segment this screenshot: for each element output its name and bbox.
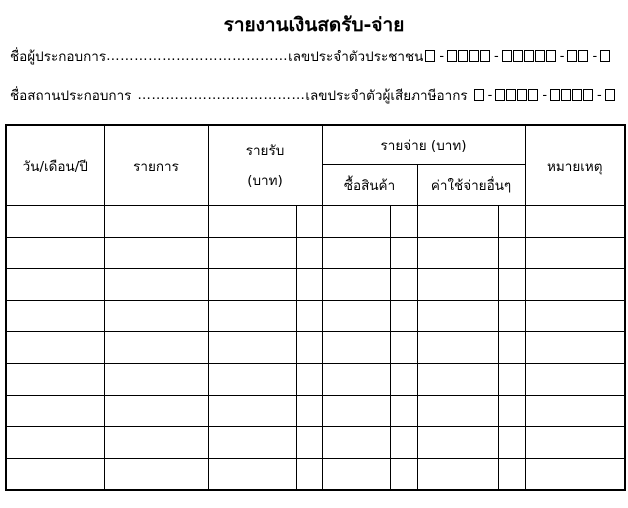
item-cell[interactable]: [104, 363, 208, 395]
income-baht-cell[interactable]: [208, 300, 296, 332]
header-income-label: รายรับ: [245, 142, 285, 159]
id-digit-box[interactable]: [550, 89, 560, 101]
citizen-id-boxes[interactable]: [425, 49, 611, 64]
income-satang-cell[interactable]: [296, 363, 322, 395]
table-row: [6, 269, 625, 301]
id-digit-box[interactable]: [502, 50, 512, 62]
other-baht-cell[interactable]: [417, 206, 498, 238]
note-cell[interactable]: [525, 269, 625, 301]
income-satang-cell[interactable]: [296, 458, 322, 490]
tax-id-boxes[interactable]: [474, 88, 616, 103]
purchase-baht-cell[interactable]: [322, 269, 390, 301]
income-baht-cell[interactable]: [208, 269, 296, 301]
header-date: วัน/เดือน/ปี: [6, 125, 104, 206]
item-cell[interactable]: [104, 237, 208, 269]
id-digit-box[interactable]: [578, 50, 588, 62]
table-row: [6, 332, 625, 364]
other-baht-cell[interactable]: [417, 332, 498, 364]
id-separator: -: [494, 48, 499, 64]
table-row: [6, 458, 625, 490]
purchase-baht-cell[interactable]: [322, 395, 390, 427]
id-digit-box[interactable]: [517, 89, 527, 101]
other-satang-cell[interactable]: [498, 237, 525, 269]
purchase-baht-cell[interactable]: [322, 427, 390, 459]
id-digit-box[interactable]: [600, 50, 610, 62]
form-title: รายงานเงินสดรับ-จ่าย: [223, 14, 405, 36]
date-cell[interactable]: [6, 300, 104, 332]
item-cell[interactable]: [104, 300, 208, 332]
purchase-baht-cell[interactable]: [322, 300, 390, 332]
purchase-baht-cell[interactable]: [322, 363, 390, 395]
note-cell[interactable]: [525, 332, 625, 364]
other-baht-cell[interactable]: [417, 427, 498, 459]
income-satang-cell[interactable]: [296, 395, 322, 427]
other-satang-cell[interactable]: [498, 300, 525, 332]
date-cell[interactable]: [6, 395, 104, 427]
item-cell[interactable]: [104, 427, 208, 459]
date-cell[interactable]: [6, 363, 104, 395]
other-satang-cell[interactable]: [498, 363, 525, 395]
date-cell[interactable]: [6, 269, 104, 301]
id-separator: -: [559, 48, 565, 64]
business-name-line: [10, 84, 616, 106]
operator-name-field[interactable]: …………………………………: [106, 48, 289, 64]
id-separator: -: [592, 48, 598, 64]
purchase-satang-cell[interactable]: [390, 269, 417, 301]
item-cell[interactable]: [104, 269, 208, 301]
date-cell[interactable]: [6, 332, 104, 364]
id-separator: -: [542, 87, 548, 103]
tax-id-label: เลขประจำตัวผู้เสียภาษีอากร: [305, 88, 468, 104]
header-item: รายการ: [104, 125, 208, 206]
id-separator: -: [487, 87, 493, 103]
id-digit-box[interactable]: [528, 89, 538, 101]
header-income: [208, 125, 322, 206]
note-cell[interactable]: [525, 300, 625, 332]
table-row: [6, 300, 625, 332]
item-cell[interactable]: [104, 332, 208, 364]
id-digit-box[interactable]: [458, 50, 468, 62]
note-cell[interactable]: [525, 237, 625, 269]
purchase-satang-cell[interactable]: [390, 206, 417, 238]
operator-name-label: ชื่อผู้ประกอบการ: [10, 49, 107, 65]
business-name-field[interactable]: ………………………………: [137, 87, 306, 103]
date-cell[interactable]: [6, 458, 104, 490]
table-row: [6, 363, 625, 395]
table-row: [6, 395, 625, 427]
id-digit-box[interactable]: [495, 89, 505, 101]
other-satang-cell[interactable]: [498, 427, 525, 459]
purchase-satang-cell[interactable]: [390, 237, 417, 269]
other-baht-cell[interactable]: [417, 363, 498, 395]
purchase-satang-cell[interactable]: [390, 395, 417, 427]
table-row: [6, 427, 625, 459]
income-baht-cell[interactable]: [208, 427, 296, 459]
income-satang-cell[interactable]: [296, 206, 322, 238]
id-digit-box[interactable]: [572, 89, 582, 101]
note-cell[interactable]: [525, 458, 625, 490]
date-cell[interactable]: [6, 427, 104, 459]
purchase-baht-cell[interactable]: [322, 237, 390, 269]
income-baht-cell[interactable]: [208, 332, 296, 364]
cash-ledger-table: [5, 124, 626, 491]
income-baht-cell[interactable]: [208, 363, 296, 395]
id-digit-box[interactable]: [567, 50, 577, 62]
purchase-baht-cell[interactable]: [322, 458, 390, 490]
income-baht-cell[interactable]: [208, 458, 296, 490]
other-satang-cell[interactable]: [498, 458, 525, 490]
other-satang-cell[interactable]: [498, 206, 525, 238]
item-cell[interactable]: [104, 458, 208, 490]
purchase-satang-cell[interactable]: [390, 458, 417, 490]
item-cell[interactable]: [104, 395, 208, 427]
id-digit-box[interactable]: [546, 50, 556, 62]
income-satang-cell[interactable]: [296, 427, 322, 459]
id-digit-box[interactable]: [474, 89, 484, 101]
date-cell[interactable]: [6, 237, 104, 269]
other-baht-cell[interactable]: [417, 269, 498, 301]
header-income-unit: (บาท): [247, 172, 283, 189]
id-separator: -: [439, 48, 445, 64]
operator-name-line: [10, 45, 611, 67]
id-digit-box[interactable]: [605, 89, 615, 101]
purchase-baht-cell[interactable]: [322, 206, 390, 238]
item-cell[interactable]: [104, 206, 208, 238]
id-separator: -: [597, 87, 602, 103]
header-purchase: ซื้อสินค้า: [322, 165, 417, 206]
note-cell[interactable]: [525, 363, 625, 395]
other-baht-cell[interactable]: [417, 237, 498, 269]
income-baht-cell[interactable]: [208, 395, 296, 427]
other-satang-cell[interactable]: [498, 269, 525, 301]
id-digit-box[interactable]: [480, 50, 490, 62]
income-satang-cell[interactable]: [296, 237, 322, 269]
income-baht-cell[interactable]: [208, 237, 296, 269]
purchase-satang-cell[interactable]: [390, 363, 417, 395]
id-digit-box[interactable]: [561, 89, 571, 101]
other-baht-cell[interactable]: [417, 395, 498, 427]
id-digit-box[interactable]: [447, 50, 457, 62]
id-digit-box[interactable]: [535, 50, 545, 62]
other-satang-cell[interactable]: [498, 395, 525, 427]
table-row: [6, 206, 625, 238]
other-satang-cell[interactable]: [498, 332, 525, 364]
income-satang-cell[interactable]: [296, 300, 322, 332]
purchase-satang-cell[interactable]: [390, 427, 417, 459]
id-digit-box[interactable]: [506, 89, 516, 101]
table-row: [6, 237, 625, 269]
other-baht-cell[interactable]: [417, 458, 498, 490]
business-name-label: ชื่อสถานประกอบการ: [10, 88, 132, 104]
income-satang-cell[interactable]: [296, 269, 322, 301]
note-cell[interactable]: [525, 427, 625, 459]
income-satang-cell[interactable]: [296, 332, 322, 364]
id-digit-box[interactable]: [583, 89, 593, 101]
note-cell[interactable]: [525, 395, 625, 427]
date-cell[interactable]: [6, 206, 104, 238]
header-expense: รายจ่าย (บาท): [322, 125, 525, 165]
other-baht-cell[interactable]: [417, 300, 498, 332]
header-other-expense: ค่าใช้จ่ายอื่นๆ: [417, 165, 525, 206]
income-baht-cell[interactable]: [208, 206, 296, 238]
note-cell[interactable]: [525, 206, 625, 238]
header-note: หมายเหตุ: [525, 125, 625, 206]
id-digit-box[interactable]: [513, 50, 523, 62]
citizen-id-label: เลขประจำตัวประชาชน: [288, 49, 424, 65]
purchase-satang-cell[interactable]: [390, 300, 417, 332]
purchase-satang-cell[interactable]: [390, 332, 417, 364]
id-digit-box[interactable]: [425, 50, 435, 62]
id-digit-box[interactable]: [469, 50, 479, 62]
purchase-baht-cell[interactable]: [322, 332, 390, 364]
id-digit-box[interactable]: [524, 50, 534, 62]
